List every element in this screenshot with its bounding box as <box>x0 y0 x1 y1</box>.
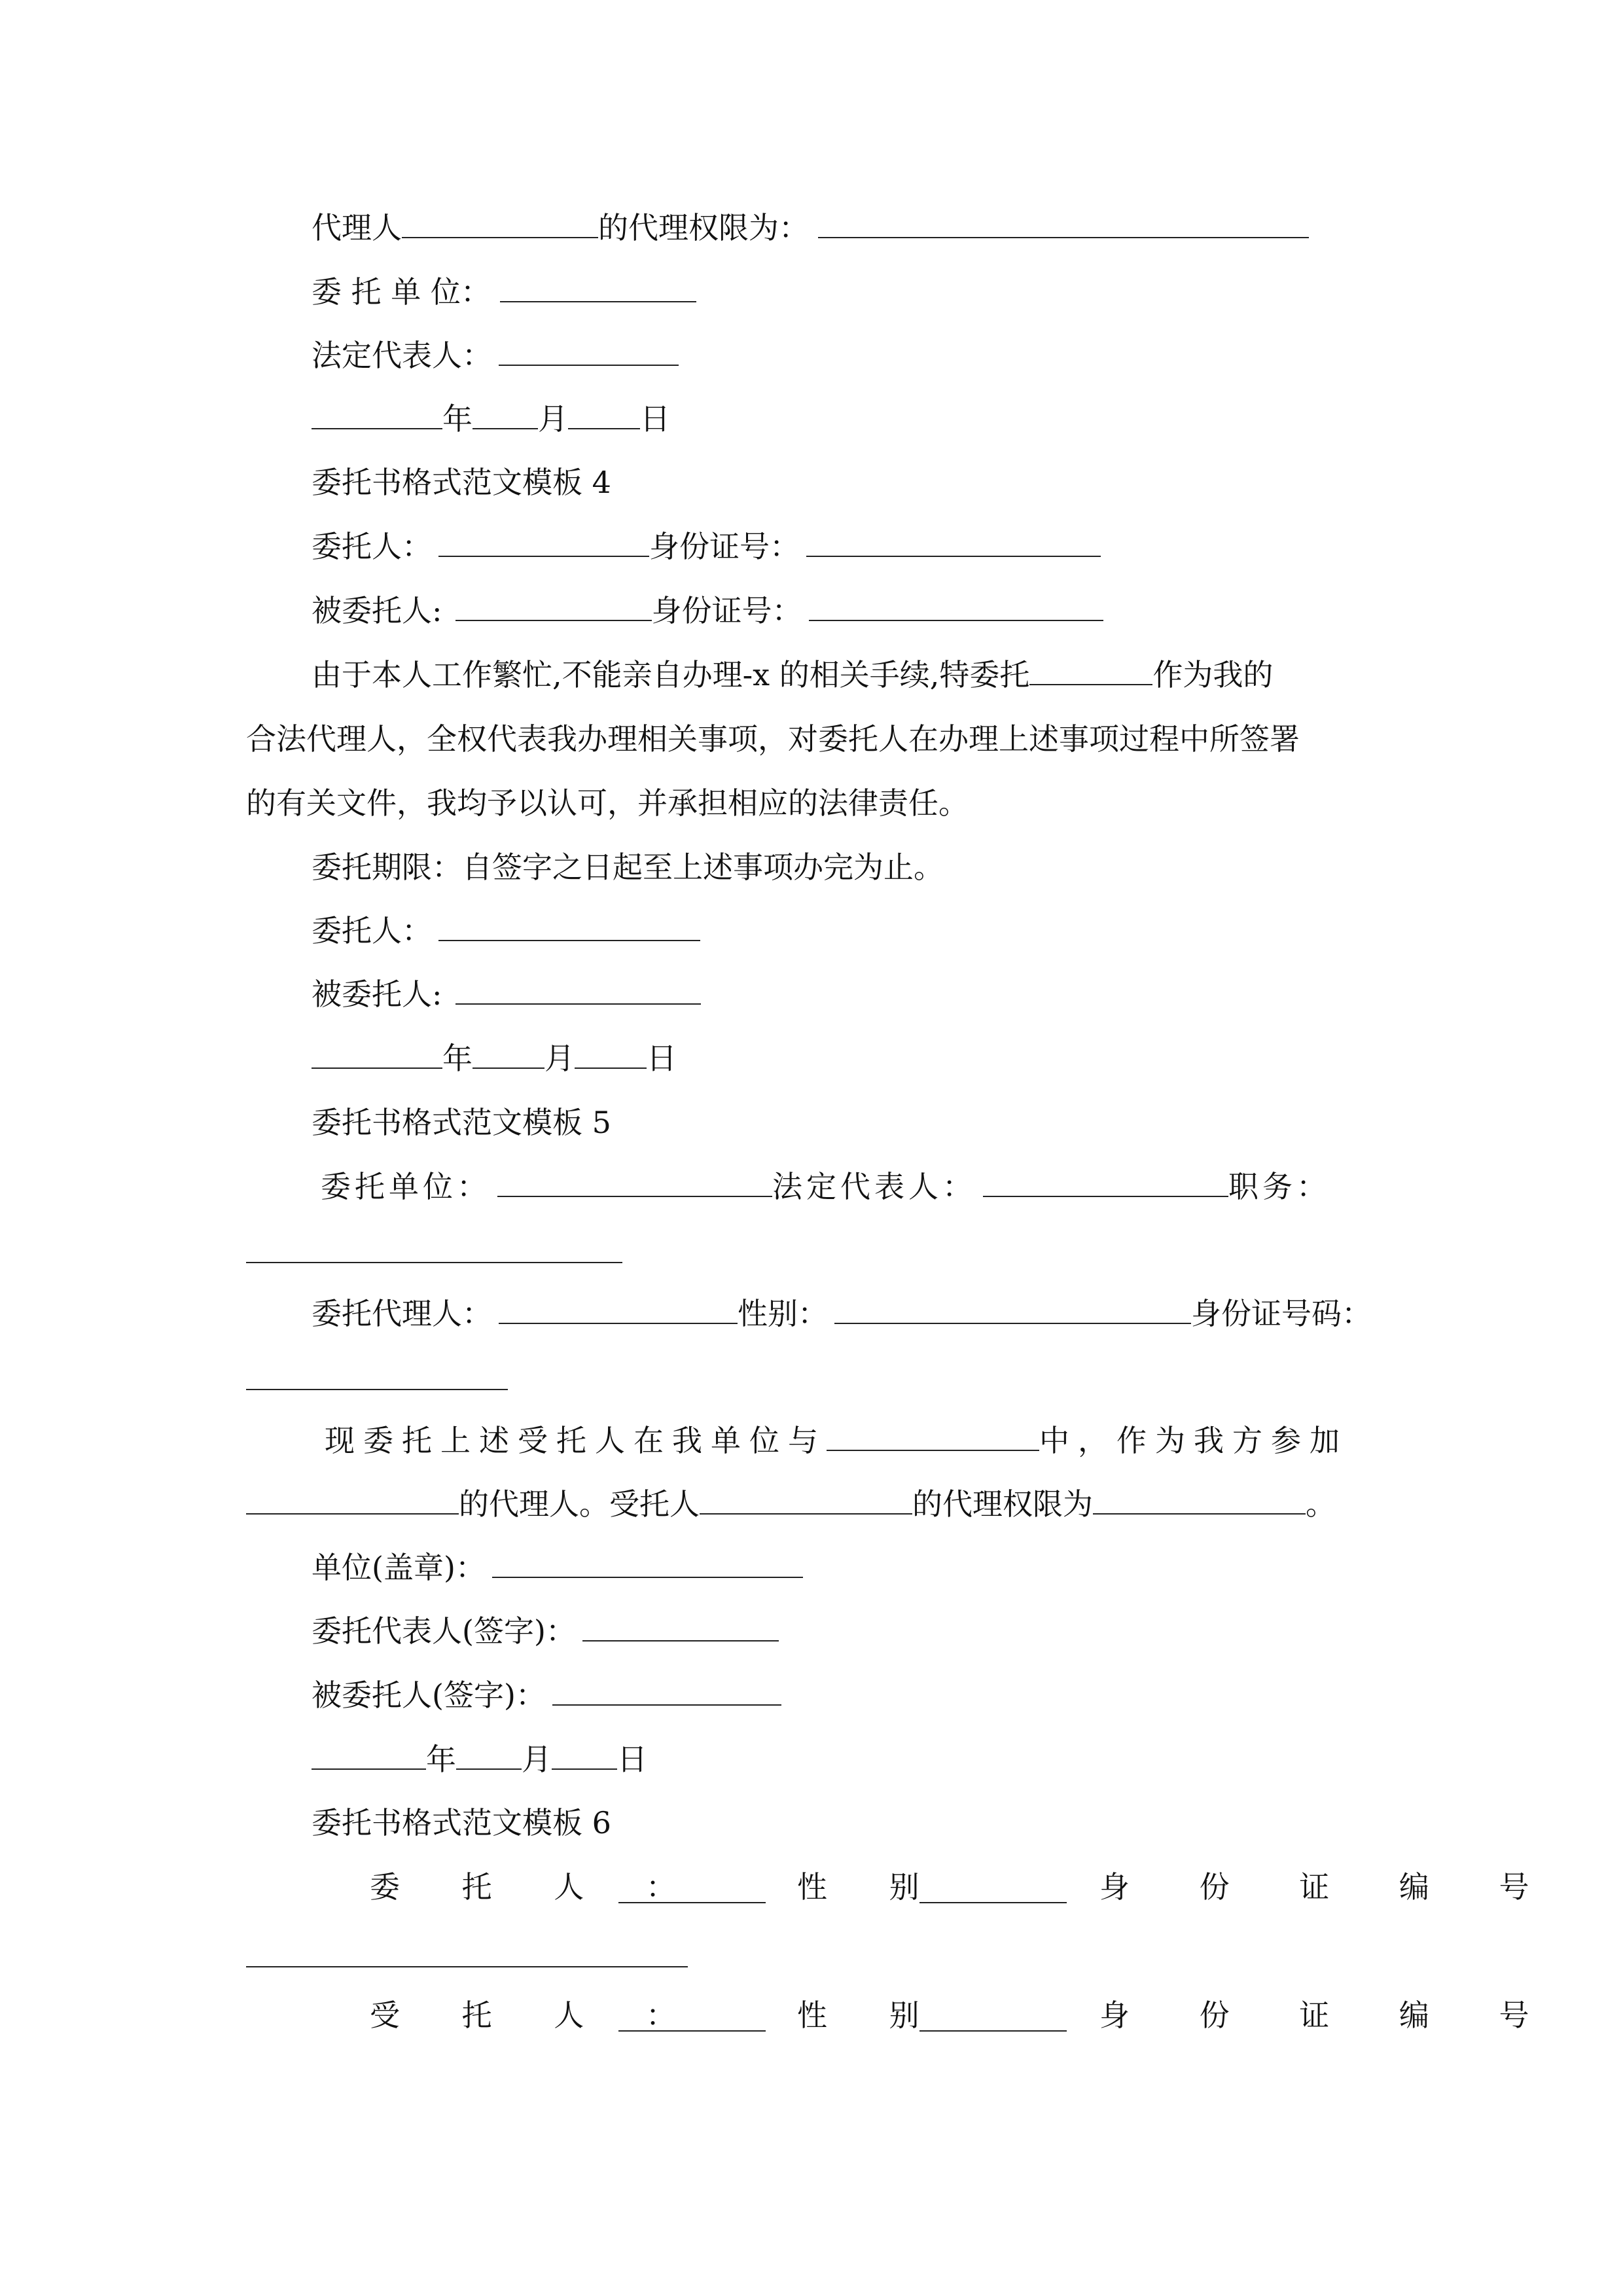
sign-principal-blank[interactable] <box>438 914 700 941</box>
principal-label: 委 托 人 ： <box>370 1869 702 1905</box>
matter-blank[interactable] <box>246 1487 459 1515</box>
template5-body-2 <box>246 1484 1336 1524</box>
body-text-2: 合法代理人，全权代表我办理相关事项，对委托人在办理上述事项过程中所签署 <box>246 721 1300 757</box>
agent-label: 被委托人: <box>312 593 442 628</box>
id-no-blank[interactable] <box>246 1966 688 1967</box>
rep-sign-blank[interactable] <box>582 1614 779 1641</box>
template4-sign-principal <box>312 911 700 950</box>
id-no-label: 身份证号： <box>649 529 800 564</box>
legal-rep-blank[interactable] <box>499 338 679 366</box>
id-no-label-2: 身 份 证 编 号 <box>1099 1998 1560 2033</box>
body-text-3: 的有关文件，我均予以认可，并承担相应的法律责任。 <box>246 785 969 821</box>
year-label: 年 <box>426 1742 456 1777</box>
principal-label: 委托人： <box>312 529 432 564</box>
trustee-label: 受 托 人 ： <box>370 1998 702 2033</box>
date-line-1 <box>312 399 670 439</box>
id-no-label-line-2 <box>1099 1996 1560 2035</box>
day-label: 日 <box>640 401 670 437</box>
sign-agent-label: 被委托人: <box>312 977 442 1012</box>
year-label: 年 <box>442 401 473 437</box>
body-text-2c: 。 <box>1306 1486 1336 1522</box>
agent-blank[interactable] <box>402 211 598 238</box>
agent-scope-label: 的代理权限为： <box>598 210 809 245</box>
unit-label: 委托单位： <box>321 1169 491 1204</box>
template6-heading-text: 委托书格式范文模板 6 <box>312 1805 611 1840</box>
id-no-label-2: 身份证号： <box>651 593 802 628</box>
entrust-unit-label: 委 托 单 位： <box>312 274 491 310</box>
agent-scope-blank[interactable] <box>818 211 1309 238</box>
month-blank[interactable] <box>473 402 538 429</box>
entrusted-blank[interactable] <box>1029 658 1152 685</box>
id-code-label: 身份证号码： <box>1191 1296 1372 1331</box>
template6-heading <box>312 1803 611 1842</box>
body-text-2b: 的代理权限为 <box>912 1486 1093 1522</box>
template4-body-1 <box>312 655 1273 694</box>
entrust-unit-blank[interactable] <box>500 275 696 302</box>
template5-seal <box>312 1548 803 1587</box>
date-line-2 <box>312 1039 677 1078</box>
template4-agent-line <box>312 591 1103 630</box>
trustee-blank[interactable] <box>618 2030 766 2032</box>
legal-rep-label: 法定代表人： <box>312 338 492 373</box>
day-label: 日 <box>647 1041 677 1076</box>
scope-blank[interactable] <box>1093 1487 1306 1515</box>
entrust-unit-line <box>312 272 696 312</box>
position-label: 职务： <box>1228 1169 1330 1204</box>
gender-label-line-2 <box>797 1996 946 2035</box>
body-text-1b: 中，作为我方参加 <box>1039 1423 1348 1458</box>
seal-label: 单位(盖章)： <box>312 1550 486 1585</box>
agent-scope-line <box>312 208 1309 247</box>
template6-principal-line <box>370 1867 702 1907</box>
sign-agent-blank[interactable] <box>455 977 701 1005</box>
agent-sign-label: 被委托人(签字)： <box>312 1677 546 1713</box>
rep-sign-label: 委托代表人(签字)： <box>312 1613 576 1649</box>
year-label: 年 <box>442 1041 473 1076</box>
gender-blank[interactable] <box>919 1902 1067 1903</box>
body-text-1b: 作为我的 <box>1152 657 1274 692</box>
template4-term <box>312 848 944 887</box>
day-label: 日 <box>617 1742 647 1777</box>
seal-blank[interactable] <box>492 1551 803 1578</box>
id-code-blank[interactable] <box>246 1389 508 1390</box>
month-label: 月 <box>538 401 568 437</box>
agent-blank[interactable] <box>455 594 652 621</box>
template6-trustee-line <box>370 1996 702 2035</box>
body-text-1a: 由于本人工作繁忙,不能亲自办理-x 的相关手续,特委托 <box>312 657 1030 692</box>
id-no-label: 身 份 证 编 号 <box>1099 1869 1560 1905</box>
template5-agent-sign <box>312 1676 781 1715</box>
gender-label-line <box>797 1867 946 1907</box>
template4-heading <box>312 463 611 502</box>
template5-rep-sign <box>312 1611 779 1651</box>
template4-heading-text: 委托书格式范文模板 4 <box>312 465 611 500</box>
unit-blank[interactable] <box>497 1170 772 1197</box>
agent-blank[interactable] <box>499 1297 738 1324</box>
year-blank[interactable] <box>312 402 442 429</box>
principal-blank[interactable] <box>618 1902 766 1903</box>
id-no-blank-2[interactable] <box>809 594 1103 621</box>
legal-rep-line <box>312 336 679 375</box>
year-blank[interactable] <box>312 1742 426 1770</box>
day-blank[interactable] <box>575 1041 647 1069</box>
month-label: 月 <box>522 1742 552 1777</box>
principal-blank[interactable] <box>438 529 649 557</box>
year-blank[interactable] <box>312 1041 442 1069</box>
id-no-label-line <box>1099 1867 1560 1907</box>
gender-blank[interactable] <box>834 1297 1191 1324</box>
unit-case-blank[interactable] <box>827 1424 1039 1451</box>
day-blank[interactable] <box>568 402 640 429</box>
gender-blank-2[interactable] <box>919 2030 1067 2032</box>
month-blank[interactable] <box>456 1742 522 1770</box>
template4-principal-line <box>312 527 1101 566</box>
legal-rep-label: 法定代表人： <box>772 1169 976 1204</box>
template4-sign-agent <box>312 975 701 1014</box>
gender-label-2: 性 别 <box>797 1998 946 2033</box>
template5-heading-text: 委托书格式范文模板 5 <box>312 1105 611 1140</box>
agent-sign-blank[interactable] <box>552 1678 781 1706</box>
day-blank[interactable] <box>552 1742 617 1770</box>
position-blank[interactable] <box>246 1262 622 1263</box>
template4-body-2 <box>246 719 1300 759</box>
template4-body-3 <box>246 783 969 823</box>
body-text-1a: 现委托上述受托人在我单位与 <box>325 1423 827 1458</box>
body-text-2a: 的代理人。受托人 <box>459 1486 700 1522</box>
sign-principal-label: 委托人： <box>312 913 432 948</box>
term-text: 委托期限：自签字之日起至上述事项办完为止。 <box>312 850 944 885</box>
agent-label: 代理人 <box>312 210 402 245</box>
gender-label: 性 别 <box>797 1869 946 1905</box>
month-label: 月 <box>544 1041 575 1076</box>
month-blank[interactable] <box>473 1041 544 1069</box>
template5-unit-line <box>321 1167 1330 1206</box>
date-line-3 <box>312 1740 647 1779</box>
id-no-blank[interactable] <box>806 529 1101 557</box>
template5-agent-line <box>312 1294 1372 1333</box>
gender-label: 性别： <box>738 1296 828 1331</box>
legal-rep-blank[interactable] <box>983 1170 1228 1197</box>
agent-label: 委托代理人： <box>312 1296 492 1331</box>
template5-heading <box>312 1103 611 1142</box>
trustee-blank[interactable] <box>700 1487 912 1515</box>
template5-body-1 <box>325 1421 1348 1460</box>
